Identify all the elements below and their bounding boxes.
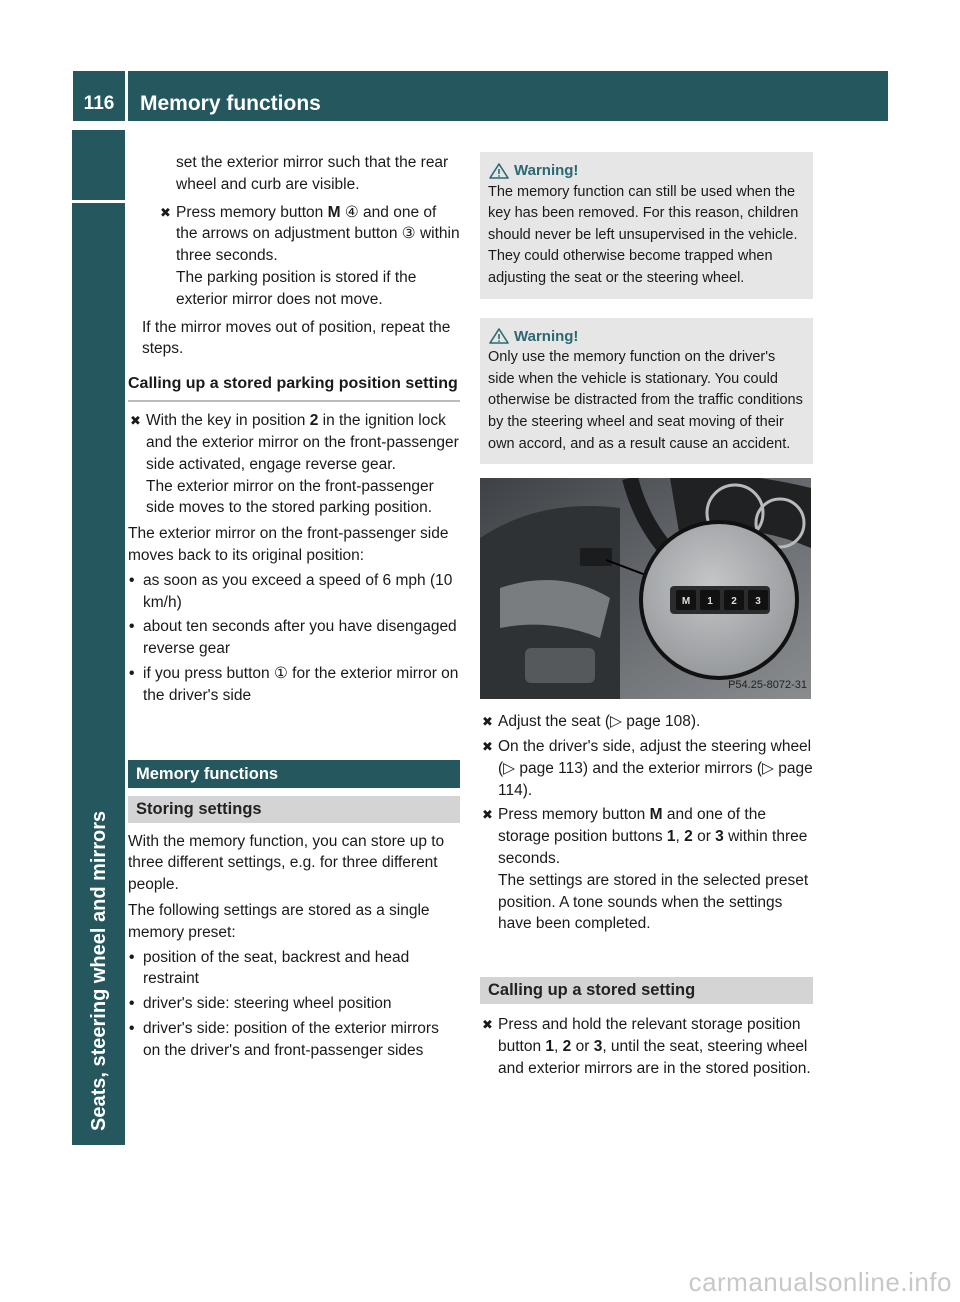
continued-text: set the exterior mirror such that the rear wheel and curb are visible. [176,154,449,193]
step-press-hold: ✖ Press and hold the relevant storage position button 1, 2 or 3, until the seat, steering wheel and exterior mirrors are in the stored position. [482,1016,811,1077]
header-divider [125,71,128,121]
repeat-text: If the mirror moves out of position, repeat the steps. [142,318,451,358]
list-item: • driver's side: position of the exterior mirrors on the driver's and front-passenger sides [129,1019,439,1059]
step-arrow-icon: ✖ [482,714,493,730]
step-result: The exterior mirror on the front-passenger side moves to the stored parking position. [146,477,434,517]
warning-triangle-icon [488,162,510,180]
memory-button-m: M [681,596,691,608]
step-engage-reverse: ✖ With the key in position 2 in the ignition lock and the exterior mirror on the front-passenger side activated, engage reverse gear. The exterior mirror on the front-passenger side moves to the stored parking position. [130,412,459,517]
memory-buttons-photo [480,478,811,699]
memory-button-2: 2 [731,596,737,608]
step-arrow-icon: ✖ [160,204,171,220]
stored-intro-text: The following settings are stored as a single memory preset: [128,901,430,941]
warning-text: Only use the memory function on the driver's side when the vehicle is stationary. You could otherwise be distracted from the traffic conditions by the steering wheel and seat moving of their own accord, and as a result cause an accident. [488,349,803,452]
subsection-heading-calling-setting: Calling up a stored setting [480,977,813,1004]
warning-box [480,318,813,465]
right-column [480,152,813,1079]
page-title: Memory functions [140,92,321,115]
list-item: • position of the seat, backrest and head restraint [129,948,410,988]
intro-text: With the memory function, you can store up to three different settings, e.g. for three different people. [128,832,445,894]
list-item: • driver's side: steering wheel position [129,995,392,1013]
moves-back-text: The exterior mirror on the front-passenger side moves back to its original position: [128,525,449,564]
step-result: The parking position is stored if the exterior mirror does not move. [176,268,417,308]
step-adjust-wheel: ✖ On the driver's side, adjust the steering wheel (▷ page 113) and the exterior mirrors (▷ page 114). [482,737,813,799]
step-press-memory: ✖ Press memory button M and one of the storage position buttons 1, 2 or 3 within three seconds. The settings are stored in the selected preset position. A tone sounds when the settings have been completed. [482,806,809,933]
side-tab-label: Seats, steering wheel and mirrors [88,810,110,1131]
warning-triangle-icon [488,327,510,345]
list-item: • if you press button ① for the exterior mirror on the driver's side [129,664,459,704]
step-adjust-seat: ✖ Adjust the seat (▷ page 108). [480,711,813,733]
list-item: • about ten seconds after you have disengaged reverse gear [129,618,457,658]
step-arrow-icon: ✖ [482,738,493,754]
subsection-heading-storing-settings: Storing settings [128,796,460,823]
car-door-illustration [480,478,811,699]
left-column [128,152,460,1062]
photo-label: P54.25-8072-31 [728,679,807,692]
warning-title: Warning! [488,160,805,182]
warning-text: The memory function can still be used when the key has been removed. For this reason, children should never be left unsupervised in the vehicle. They could otherwise become trapped when adjusting the seat or the steering wheel. [488,183,799,286]
step-arrow-icon: ✖ [482,807,493,823]
page-number: 116 [83,93,115,114]
step-store-parking: ✖ Press memory button M ④ and one of the arrows on adjustment button ③ within three seconds. The parking position is stored if the exterior mirror does not move. [160,203,460,308]
list-item: • as soon as you exceed a speed of 6 mph (10 km/h) [129,571,453,611]
calling-parking-heading: Calling up a stored parking position setting [128,373,460,402]
section-heading-memory-functions: Memory functions [128,760,460,788]
warning-title: Warning! [488,326,805,348]
warning-box [480,152,813,299]
memory-button-3: 3 [755,596,761,608]
step-arrow-icon: ✖ [482,1017,493,1033]
step-arrow-icon: ✖ [130,413,141,429]
memory-button-1: 1 [707,596,713,608]
step-result: The settings are stored in the selected preset position. A tone sounds when the settings have been completed. [498,871,809,933]
watermark: carmanualsonline.info [688,1267,952,1297]
